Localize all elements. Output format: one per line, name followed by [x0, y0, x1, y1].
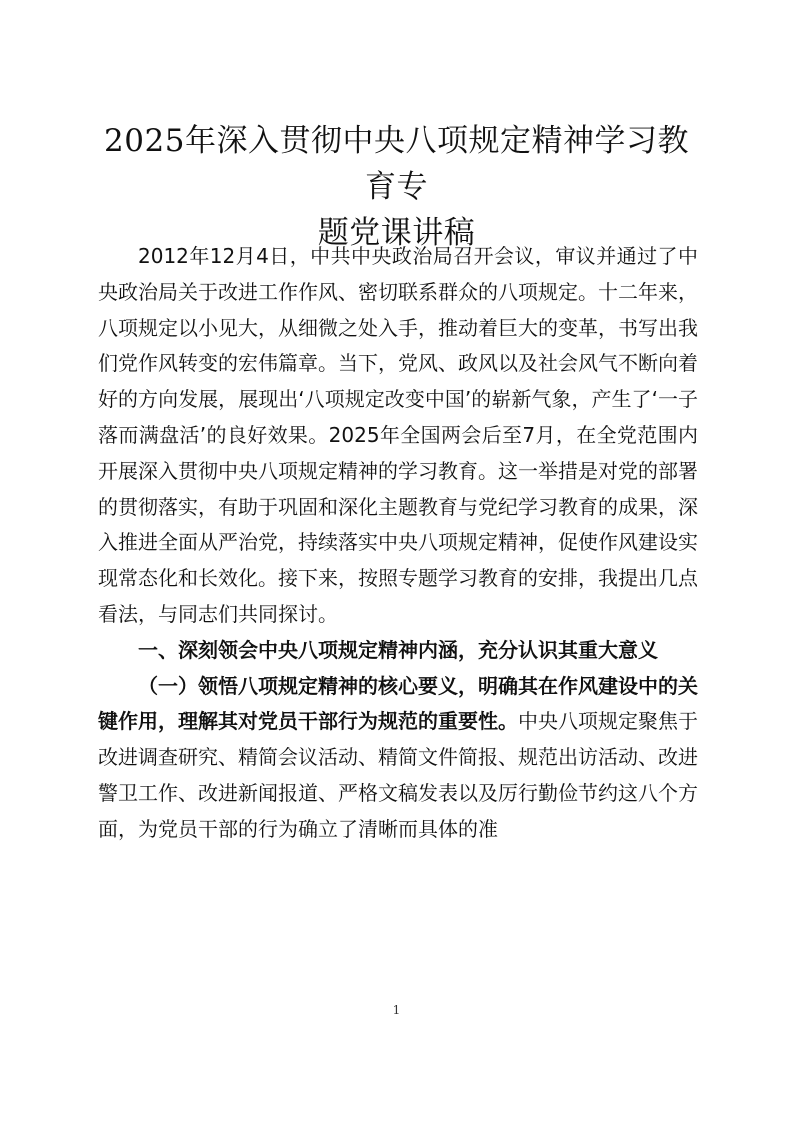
subsection-paragraph-1 — [98, 669, 698, 848]
title-line-2: 题党课讲稿 — [317, 215, 476, 251]
intro-paragraph: 2012年12月4日，中共中央政治局召开会议，审议并通过了中央政治局关于改进工作作风、密切联系群众的八项规定。十二年来，八项规定以小见大，从细微之处入手，推动着巨大的变革，书写出我们党作风转变的宏伟篇章。当下，党风、政风以及社会风气不断向着好的方向发展，展现出‘八项规定改变中国’的崭新气象，产生了‘一子落而满盘活’的良好效果。2025年全国两会后至7月，在全党范围内开展深入贯彻中央八项规定精神的学习教育。这一举措是对党的部署的贯彻落实，有助于巩固和深化主题教育与党纪学习教育的成果，深入推进全面从严治党，持续落实中央八项规定精神，促使作风建设实现常态化和长效化。接下来，按照专题学习教育的安排，我提出几点看法，与同志们共同探讨。 — [98, 244, 698, 626]
page-number: 1 — [392, 1003, 401, 1017]
title-line-1: 2025年深入贯彻中央八项规定精神学习教育专 — [104, 123, 689, 205]
section-heading-1: 一、深刻领会中央八项规定精神内涵，充分认识其重大意义 — [138, 637, 658, 662]
subsection-body-1: 中央八项规定聚焦于改进调查研究、精简会议活动、精简文件简报、规范出访活动、改进警卫工作、改进新闻报道、严格文稿发表以及厉行勤俭节约这八个方面，为党员干部的行为确立了清晰而具体的准 — [98, 709, 698, 841]
document-body — [98, 239, 698, 848]
document-title — [90, 118, 703, 256]
subsection-heading-1: （一）领悟八项规定精神的核心要义，明确其在作风建设中的关键作用，理解其对党员干部行为规范的重要性。 — [98, 673, 698, 734]
